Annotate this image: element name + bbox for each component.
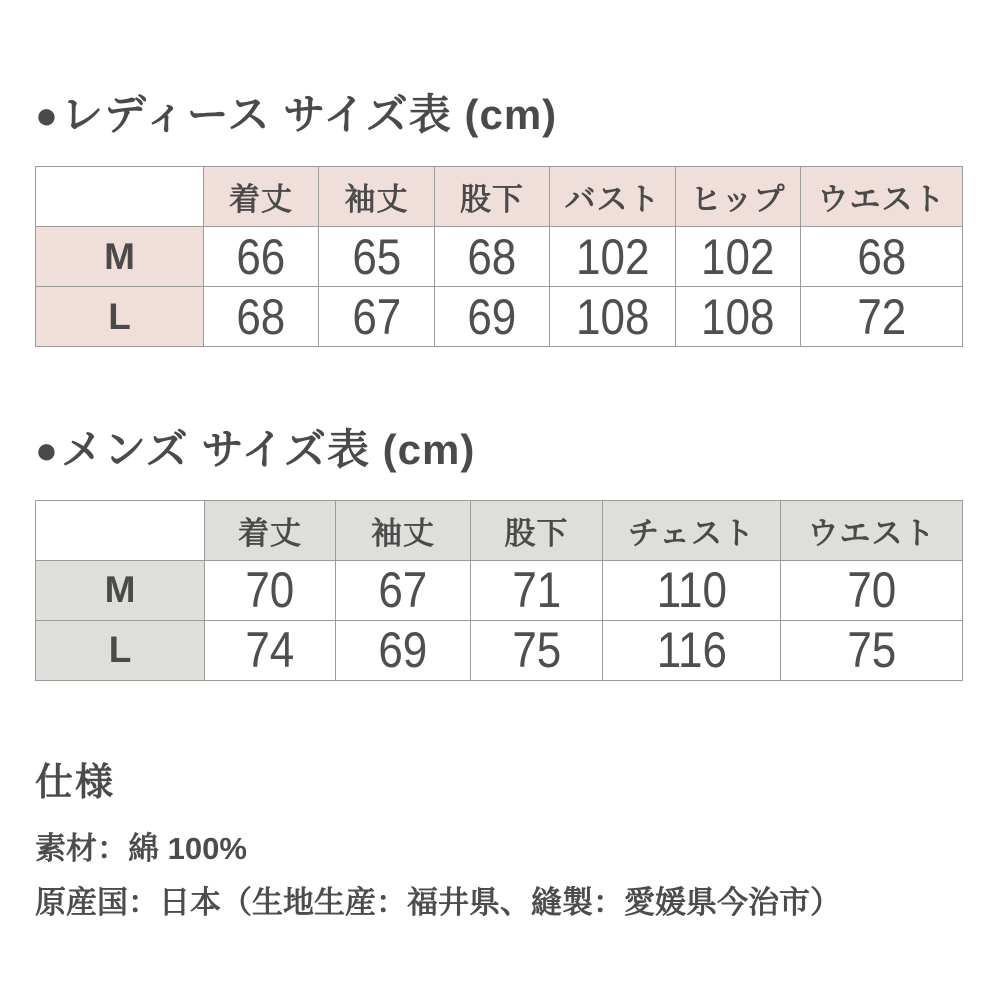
size-value-cell — [435, 287, 550, 347]
row-label: L — [36, 620, 205, 680]
size-value: 108 — [575, 288, 650, 345]
ladies-header-row — [36, 167, 963, 227]
size-value: 75 — [847, 622, 896, 679]
ladies-section-title — [35, 90, 965, 140]
size-value: 69 — [467, 288, 517, 345]
size-value-cell — [435, 227, 550, 287]
mens-row-m — [36, 560, 963, 620]
corner-cell — [36, 500, 205, 560]
column-header: ウエスト — [801, 167, 963, 227]
size-value-cell — [204, 227, 319, 287]
size-value-cell — [676, 287, 801, 347]
column-header: 股下 — [471, 500, 603, 560]
ladies-size-table — [35, 166, 963, 347]
column-header: ヒップ — [676, 167, 801, 227]
size-value-cell — [471, 620, 603, 680]
size-value-cell — [205, 560, 336, 620]
size-value: 70 — [847, 562, 896, 619]
size-value: 67 — [352, 288, 401, 345]
size-value: 75 — [512, 622, 561, 679]
size-value-cell — [603, 620, 781, 680]
column-header: 袖丈 — [319, 167, 435, 227]
column-header: 股下 — [435, 167, 550, 227]
column-header: チェスト — [603, 500, 781, 560]
size-value: 70 — [245, 562, 295, 619]
size-value: 71 — [512, 562, 561, 619]
size-value: 116 — [656, 622, 727, 679]
size-value: 69 — [378, 622, 428, 679]
size-value-cell — [319, 287, 435, 347]
size-value: 102 — [701, 228, 775, 285]
size-value-cell — [319, 227, 435, 287]
size-value: 68 — [236, 288, 286, 345]
row-label: L — [36, 287, 204, 347]
size-value: 74 — [245, 622, 295, 679]
row-label: M — [36, 560, 205, 620]
size-value: 72 — [857, 288, 906, 345]
bullet-icon: ● — [35, 430, 59, 473]
size-value-cell — [336, 620, 471, 680]
mens-header-row — [36, 500, 963, 560]
column-header: 着丈 — [205, 500, 336, 560]
mens-row-l — [36, 620, 963, 680]
size-value-cell — [603, 560, 781, 620]
size-value-cell — [471, 560, 603, 620]
specs-heading: 仕様 — [35, 761, 116, 804]
size-value: 68 — [857, 228, 906, 285]
size-value-cell — [781, 620, 963, 680]
column-header: 着丈 — [204, 167, 319, 227]
size-value-cell — [676, 227, 801, 287]
column-header: バスト — [550, 167, 676, 227]
size-value: 108 — [701, 288, 775, 345]
mens-title-text: メンズ サイズ表 (cm) — [60, 426, 476, 474]
size-value-cell — [801, 287, 963, 347]
column-header: ウエスト — [781, 500, 963, 560]
size-value-cell — [336, 560, 471, 620]
size-value: 102 — [575, 228, 650, 285]
size-value-cell — [801, 227, 963, 287]
specs-section — [35, 751, 965, 921]
size-value: 65 — [352, 228, 401, 285]
corner-cell — [36, 167, 204, 227]
ladies-title-text: レディース サイズ表 (cm) — [60, 91, 558, 138]
mens-size-table — [35, 500, 963, 681]
size-value-cell — [781, 560, 963, 620]
column-header: 袖丈 — [336, 500, 471, 560]
ladies-row-l — [36, 287, 963, 347]
size-value: 66 — [236, 228, 286, 285]
size-value-cell — [550, 227, 676, 287]
size-value: 67 — [378, 562, 428, 619]
size-value-cell — [550, 287, 676, 347]
size-value-cell — [205, 620, 336, 680]
spec-material-line: 素材：綿 100% — [35, 830, 247, 866]
size-value: 68 — [467, 228, 517, 285]
size-value: 110 — [656, 562, 727, 619]
ladies-row-m — [36, 227, 963, 287]
row-label: M — [36, 227, 204, 287]
size-value-cell — [204, 287, 319, 347]
bullet-icon: ● — [35, 95, 59, 137]
mens-section-title — [35, 425, 965, 475]
spec-origin-line: 原産国：日本（生地生産：福井県、縫製：愛媛県今治市） — [35, 884, 841, 920]
